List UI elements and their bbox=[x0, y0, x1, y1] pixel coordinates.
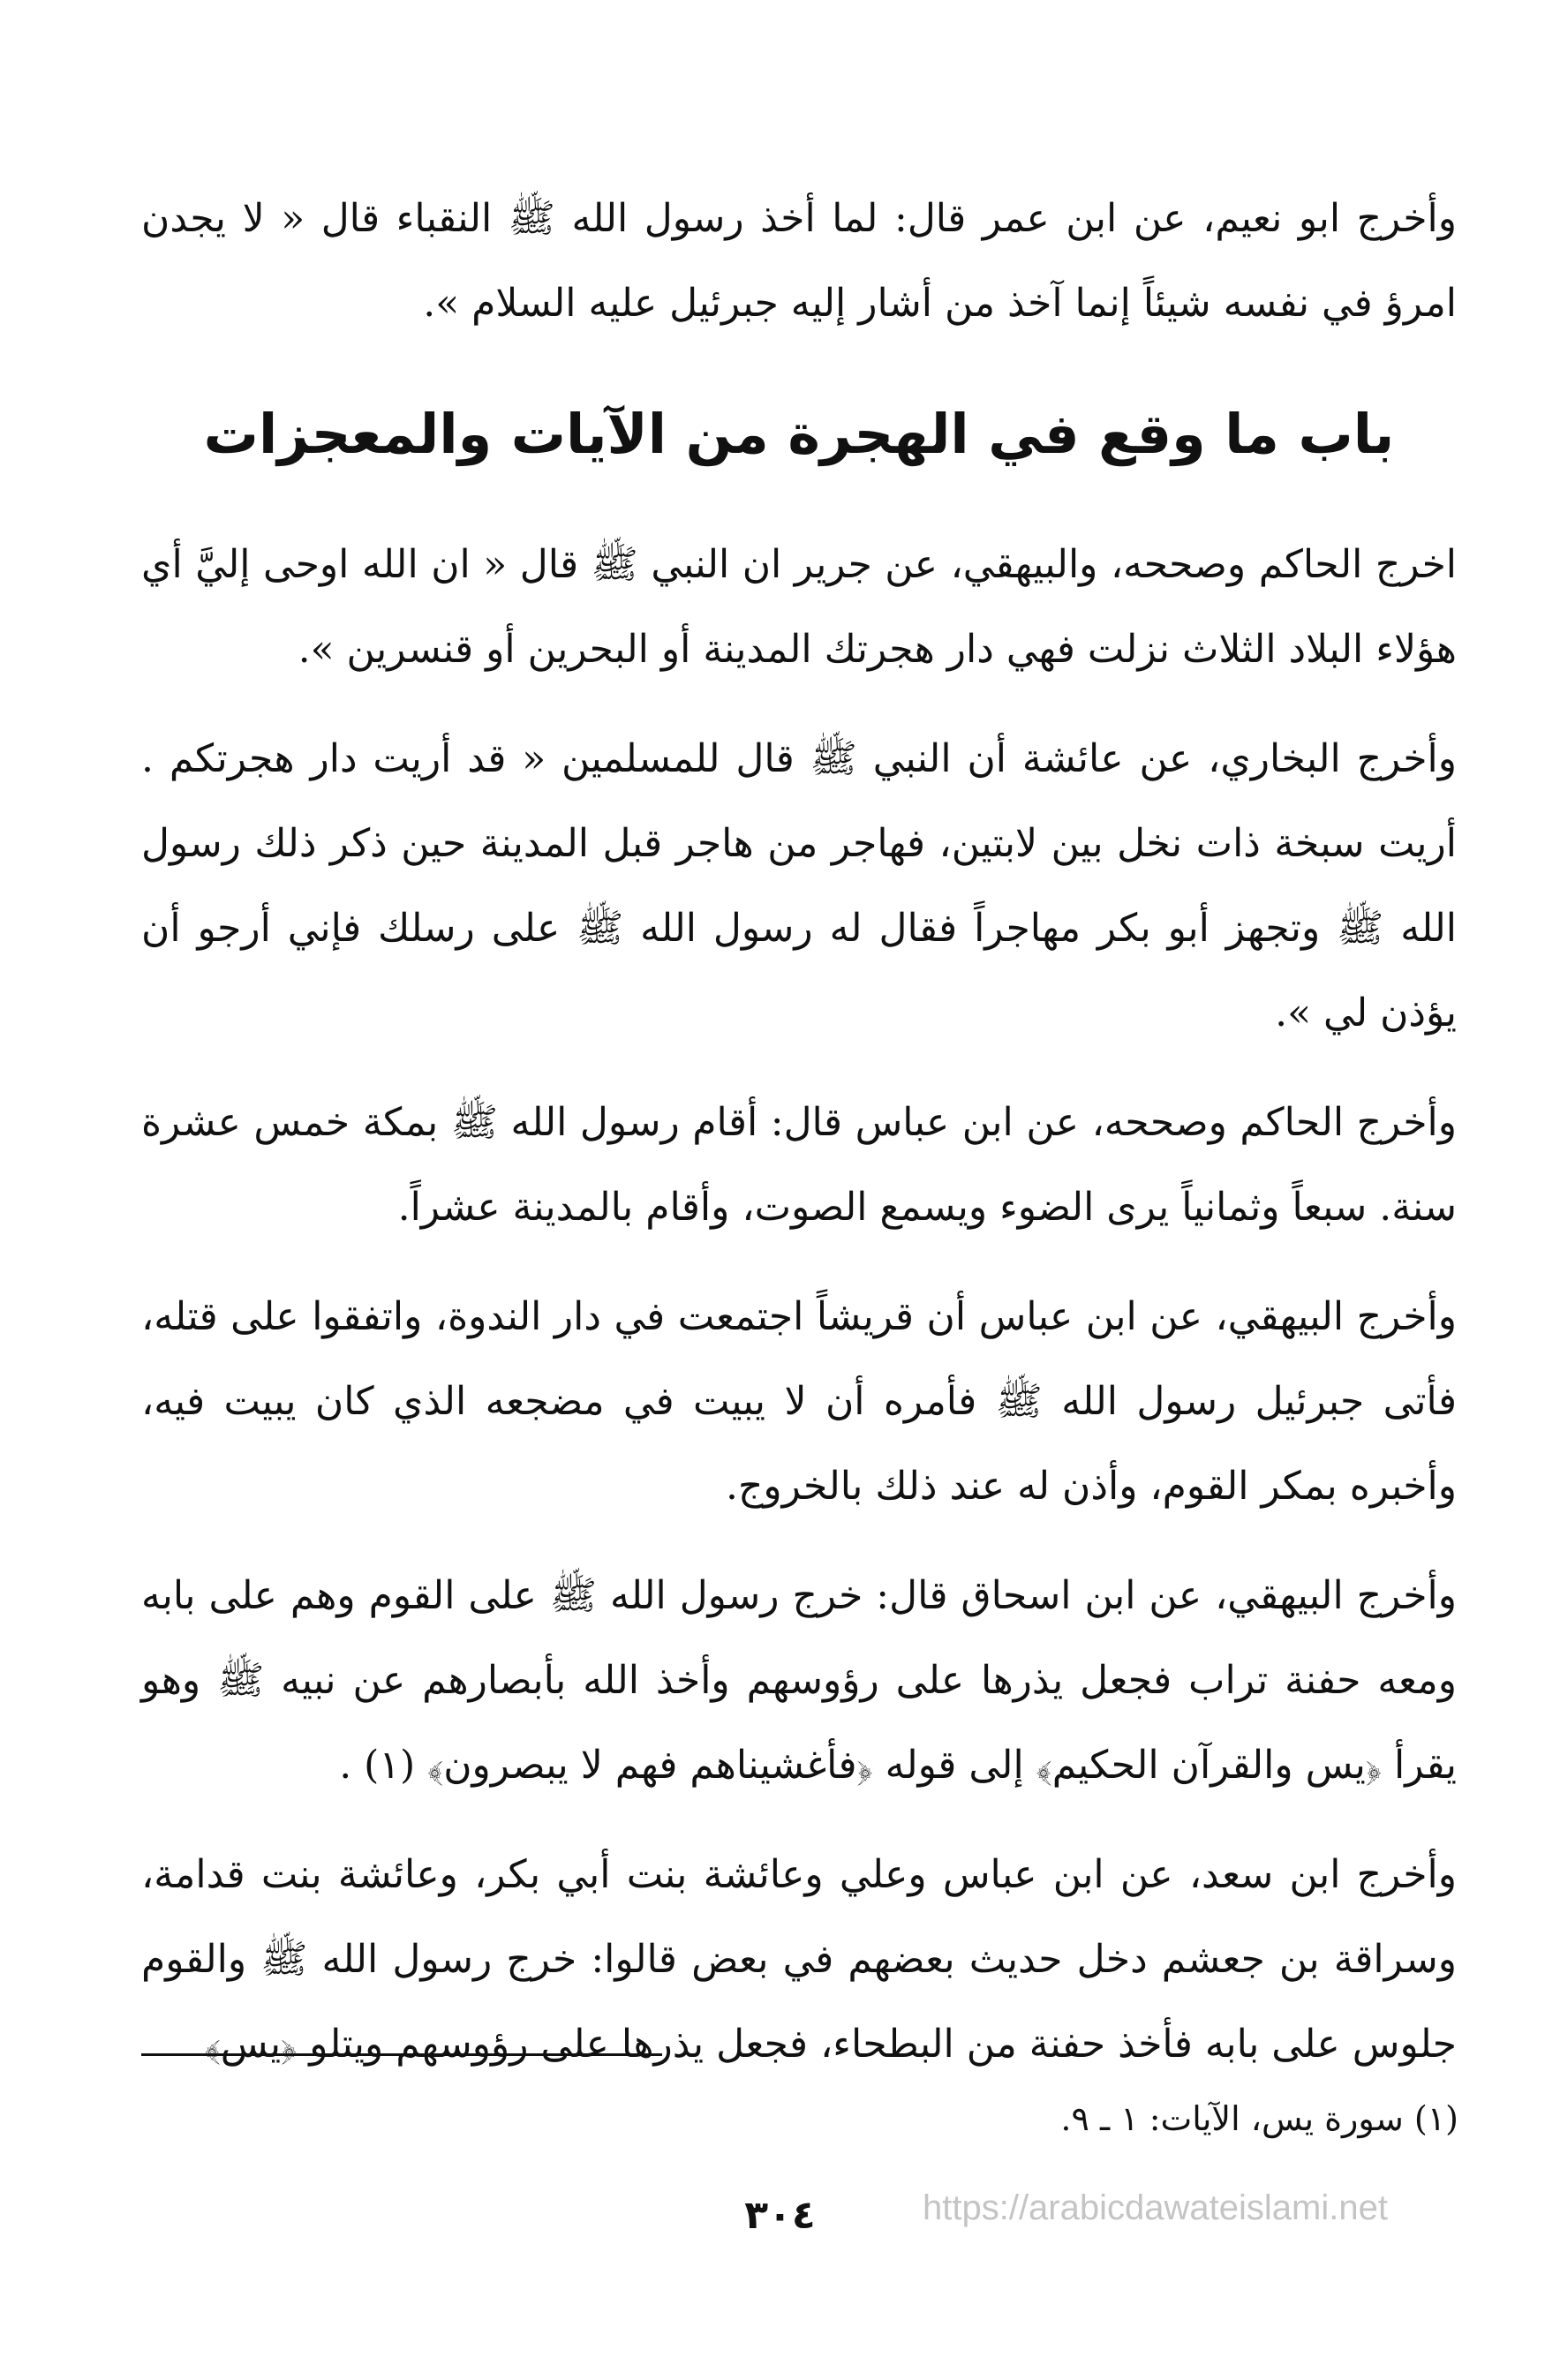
footnote: (١) سورة يس، الآيات: ١ ـ ٩. bbox=[1060, 2099, 1458, 2138]
page-body bbox=[141, 177, 1457, 2112]
paragraph-ibn-saad: وأخرج ابن سعد، عن ابن عباس وعلي وعائشة بنت أبي بكر، وعائشة بنت قدامة، وسراقة بن جعشم دخل حديث بعضهم في بعض قالوا: خرج رسول الله ﷺ والقوم جلوس على بابه فأخذ حفنة من البطحاء، فجعل يذرها على رؤوسهم ويتلو ﴿يس﴾ bbox=[141, 1852, 1457, 2067]
footnote-divider bbox=[141, 2053, 662, 2056]
section-heading: باب ما وقع في الهجرة من الآيات والمعجزات bbox=[203, 402, 1395, 466]
page-number: ٣٠٤ bbox=[744, 2193, 816, 2238]
paragraph-hakim-ibn-abbas: وأخرج الحاكم وصححه، عن ابن عباس قال: أقام رسول الله ﷺ بمكة خمس عشرة سنة. سبعاً وثمانياً يرى الضوء ويسمع الصوت، وأقام بالمدينة عشراً. bbox=[141, 1100, 1457, 1230]
paragraph-intro: وأخرج ابو نعيم، عن ابن عمر قال: لما أخذ رسول الله ﷺ النقباء قال « لا يجدن امرؤ في نفسه شيئاً إنما آخذ من أشار إليه جبرئيل عليه السلام ». bbox=[141, 196, 1457, 326]
paragraph-hakim-jarir: اخرج الحاكم وصححه، والبيهقي، عن جرير ان النبي ﷺ قال « ان الله اوحى إليَّ أي هؤلاء البلاد الثلاث نزلت فهي دار هجرتك المدينة أو البحرين أو قنسرين ». bbox=[141, 542, 1457, 672]
paragraph-bayhaqi-ibn-abbas: وأخرج البيهقي، عن ابن عباس أن قريشاً اجتمعت في دار الندوة، واتفقوا على قتله، فأتى جبرئيل رسول الله ﷺ فأمره أن لا يبيت في مضجعه الذي كان يبيت فيه، وأخبره بمكر القوم، وأذن له عند ذلك بالخروج. bbox=[141, 1294, 1457, 1509]
paragraph-bukhari-aisha: وأخرج البخاري، عن عائشة أن النبي ﷺ قال للمسلمين « قد أريت دار هجرتكم . أريت سبخة ذات نخل بين لابتين، فهاجر من هاجر قبل المدينة حين ذكر ذلك رسول الله ﷺ وتجهز أبو بكر مهاجراً فقال له رسول الله ﷺ على رسلك فإني أرجو أن يؤذن لي ». bbox=[141, 736, 1457, 1036]
watermark-url: https://arabicdawateislami.net bbox=[923, 2188, 1388, 2227]
paragraph-bayhaqi-ibn-ishaq: وأخرج البيهقي، عن ابن اسحاق قال: خرج رسول الله ﷺ على القوم وهم على بابه ومعه حفنة تراب فجعل يذرها على رؤوسهم وأخذ الله بأبصارهم عن نبيه ﷺ وهو يقرأ ﴿يس والقرآن الحكيم﴾ إلى قوله ﴿فأغشيناهم فهم لا يبصرون﴾ (١) . bbox=[141, 1573, 1457, 1788]
